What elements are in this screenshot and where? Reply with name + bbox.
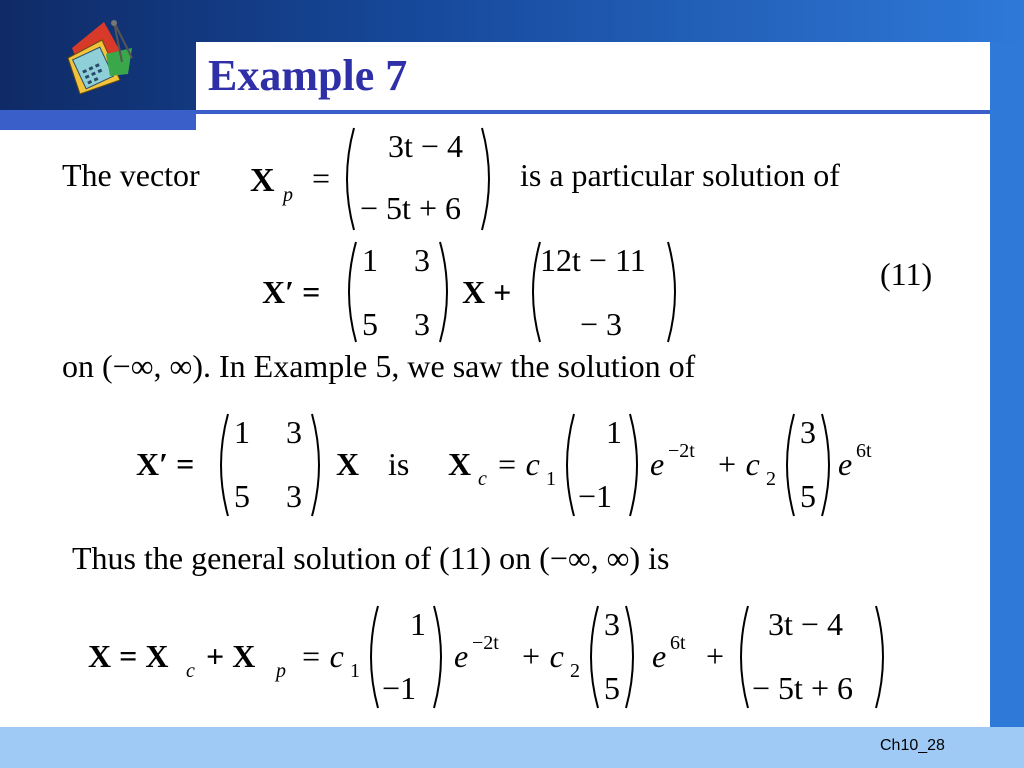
- right-paren: [436, 240, 456, 344]
- slide-title: Example 7: [208, 51, 408, 100]
- exp-e2: e: [838, 446, 853, 482]
- exp-e1-power: −2t: [668, 440, 695, 462]
- line1-suffix: is a particular solution of: [520, 157, 840, 193]
- left-paren: [362, 604, 382, 710]
- matrix-a11: 1: [234, 414, 250, 450]
- matrix-a22: 3: [414, 306, 430, 342]
- equation-number: (11): [880, 256, 933, 292]
- left-paren: [558, 412, 578, 518]
- matrix-a12: 3: [286, 414, 302, 450]
- title-underline: [196, 110, 1024, 114]
- xp-subscript: p: [283, 184, 293, 206]
- matrix-a11: 1: [362, 242, 378, 278]
- xc-symbol: X: [448, 446, 472, 482]
- line1-prefix: The vector: [62, 157, 200, 193]
- c2-coeff: + c: [716, 446, 760, 482]
- exp-e1: e: [650, 446, 665, 482]
- plus-sign: +: [706, 638, 725, 674]
- c2-subscript: 2: [766, 468, 776, 490]
- right-paren: [626, 412, 646, 518]
- right-accent-bar: [990, 42, 1024, 732]
- xp-row2: − 5t + 6: [752, 670, 853, 706]
- c2-coeff: + c: [520, 638, 564, 674]
- xc-subscript: c: [478, 468, 487, 490]
- line1-equals: =: [312, 160, 331, 196]
- exp-e2-power: 6t: [670, 632, 686, 654]
- v1-row1: 1: [606, 414, 622, 450]
- left-paren: [732, 604, 752, 710]
- right-paren: [430, 604, 450, 710]
- matrix-a22: 3: [286, 478, 302, 514]
- matrix-a21: 5: [234, 478, 250, 514]
- c2-subscript: 2: [570, 660, 580, 682]
- plus-xp: + X: [206, 638, 256, 674]
- left-paren: [340, 240, 360, 344]
- general-solution-lhs: X = X: [88, 638, 169, 674]
- exp-e1-power: −2t: [472, 632, 499, 654]
- v2-row1: 3: [604, 606, 620, 642]
- exp-e2-power: 6t: [856, 440, 872, 462]
- c1-coeff: = c: [496, 446, 540, 482]
- c1-subscript: 1: [546, 468, 556, 490]
- v2-row1: 3: [800, 414, 816, 450]
- left-paren: [338, 126, 358, 232]
- c1-coeff: = c: [300, 638, 344, 674]
- left-paren: [212, 412, 232, 518]
- slide-number: Ch10_28: [880, 737, 945, 754]
- exp-e1: e: [454, 638, 469, 674]
- v2-row2: 5: [604, 670, 620, 706]
- matrix-a12: 3: [414, 242, 430, 278]
- v2-row2: 5: [800, 478, 816, 514]
- left-paren: [582, 604, 602, 710]
- x-plus: X +: [462, 274, 512, 310]
- left-paren: [778, 412, 798, 518]
- right-paren: [872, 604, 892, 710]
- line3-text: on (−∞, ∞). In Example 5, we saw the solution of: [62, 348, 696, 384]
- exp-e2: e: [652, 638, 667, 674]
- v1-row2: −1: [382, 670, 417, 706]
- left-accent-bar: [0, 110, 196, 130]
- x-symbol: X: [336, 446, 360, 482]
- matrix-a21: 5: [362, 306, 378, 342]
- xprime-symbol: X′ =: [262, 274, 321, 310]
- calculator-clipart-icon: [62, 18, 144, 100]
- v1-row1: 1: [410, 606, 426, 642]
- xprime-symbol: X′ =: [136, 446, 195, 482]
- right-paren: [664, 240, 684, 344]
- forcing-row2: − 3: [580, 306, 623, 342]
- xc-subscript: c: [186, 660, 195, 682]
- line5-text: Thus the general solution of (11) on (−∞, ∞) is: [72, 540, 670, 576]
- xp-row1: 3t − 4: [388, 128, 463, 164]
- right-paren: [818, 412, 838, 518]
- c1-subscript: 1: [350, 660, 360, 682]
- right-paren: [622, 604, 642, 710]
- is-word: is: [388, 446, 410, 482]
- footer-bar: [0, 727, 1024, 768]
- right-paren: [308, 412, 328, 518]
- right-paren: [478, 126, 498, 232]
- xp-symbol: X: [250, 162, 275, 199]
- v1-row2: −1: [578, 478, 613, 514]
- xp-row2: − 5t + 6: [360, 190, 461, 226]
- xp-subscript: p: [276, 660, 286, 682]
- xp-row1: 3t − 4: [768, 606, 843, 642]
- forcing-row1: 12t − 11: [540, 242, 646, 278]
